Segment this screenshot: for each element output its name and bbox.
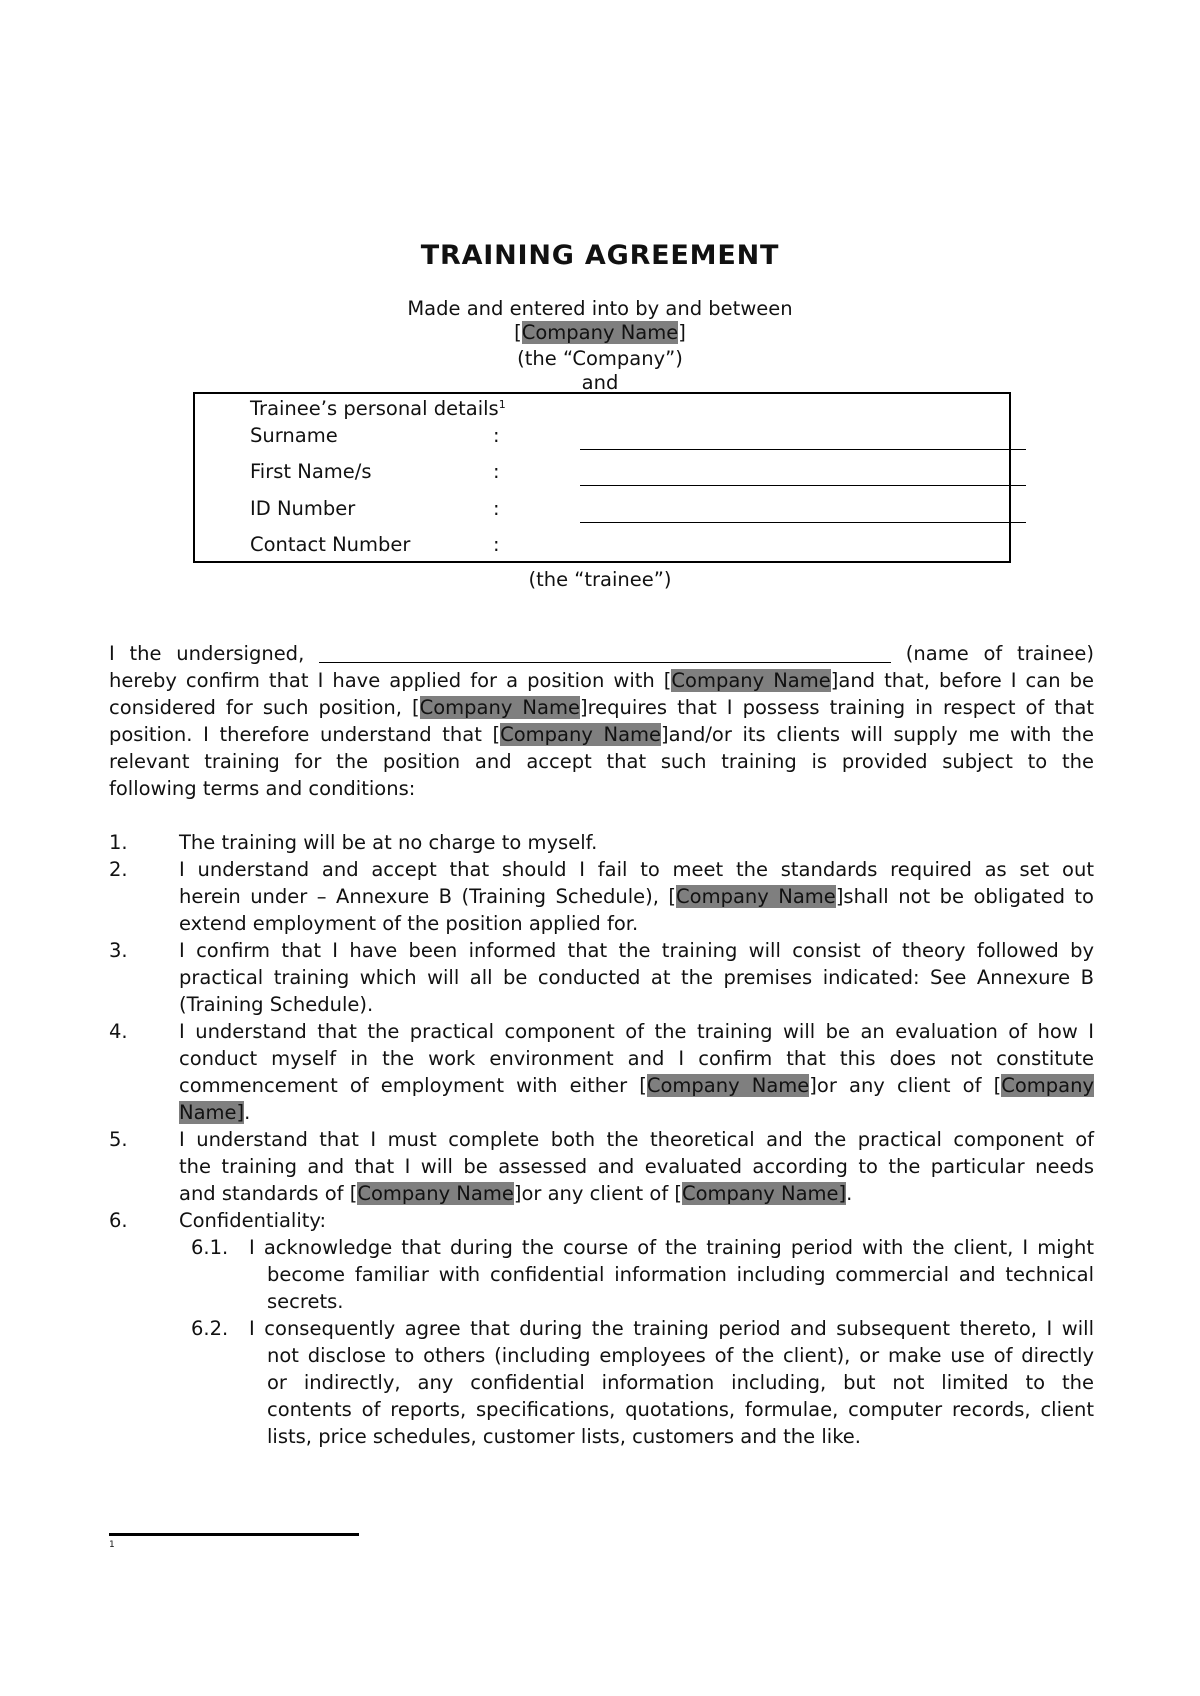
footnote-separator (109, 1533, 359, 1536)
term-number: 1. (109, 831, 128, 854)
colon: : (493, 497, 500, 520)
term-item-4 (109, 1018, 1094, 1126)
undertaking-paragraph (109, 640, 1094, 802)
term-item-5 (109, 1126, 1094, 1207)
first-names-blank-field[interactable] (580, 485, 1026, 486)
term-number: 6. (109, 1209, 128, 1232)
id-number-label: ID Number (250, 497, 356, 520)
term-line: extend employment of the position applied for. (179, 912, 639, 935)
subterm-first-line: I acknowledge that during the course of the training period with the client, I might (249, 1236, 1094, 1259)
paragraph-line: following terms and conditions: (109, 777, 416, 800)
term-line: conduct myself in the work environment and I confirm that this does not constitute (179, 1047, 1094, 1070)
subterm-line: lists, price schedules, customer lists, customers and the like. (267, 1425, 861, 1448)
term-item-6 (109, 1207, 1094, 1450)
surname-label: Surname (250, 424, 338, 447)
subterm-item-6-2 (109, 1315, 1094, 1450)
term-line: (Training Schedule). (179, 993, 374, 1016)
term-line: the training and that I will be assessed and evaluated according to the particular needs (179, 1155, 1094, 1178)
colon: : (493, 460, 500, 483)
subterm-line: or indirectly, any confidential information including, but not limited to the (267, 1371, 1094, 1394)
term-number: 2. (109, 858, 128, 881)
term-item-2 (109, 856, 1094, 937)
company-name-placeholder[interactable]: Company Name] (682, 1182, 847, 1205)
term-line: Name]. (179, 1101, 251, 1124)
paragraph-line: relevant training for the position and accept that such training is provided subject to the (109, 750, 1094, 773)
bracket-close: ] (678, 321, 686, 344)
subterm-number: 6.1. (191, 1236, 229, 1259)
term-line: I understand that the practical component of the training will be an evaluation of how I (179, 1020, 1094, 1043)
term-item-3 (109, 937, 1094, 1018)
trainee-name-blank-field[interactable] (319, 642, 891, 663)
term-line: The training will be at no charge to myself. (179, 831, 598, 854)
term-number: 4. (109, 1020, 128, 1043)
the-trainee-line: (the “trainee”) (528, 568, 672, 591)
colon: : (493, 424, 500, 447)
term-line: herein under – Annexure B (Training Schedule), [Company Name]shall not be obligated to (179, 885, 1094, 908)
and-line: and (581, 371, 619, 394)
term-line: commencement of employment with either [Company Name]or any client of [Company (179, 1074, 1094, 1097)
term-line: I understand and accept that should I fail to meet the standards required as set out (179, 858, 1094, 881)
trainee-details-box (193, 392, 1011, 563)
company-name-placeholder[interactable]: Company Name (646, 1074, 810, 1097)
term-line: Confidentiality: (179, 1209, 327, 1232)
subterm-line: not disclose to others (including employees of the client), or make use of directly (267, 1344, 1094, 1367)
company-name-placeholder[interactable]: Company Name (676, 885, 836, 908)
term-line: I understand that I must complete both the theoretical and the practical component of (179, 1128, 1094, 1151)
first-names-label: First Name/s (250, 460, 372, 483)
terms-list (109, 829, 1094, 1450)
surname-blank-field[interactable] (580, 449, 1026, 450)
paragraph-line: I the undersigned, (name of trainee) (109, 642, 1095, 665)
contact-number-label: Contact Number (250, 533, 411, 556)
subterm-line: contents of reports, specifications, quotations, formulae, computer records, client (267, 1398, 1094, 1421)
made-between-line: Made and entered into by and between (407, 297, 793, 320)
subterm-number: 6.2. (191, 1317, 229, 1340)
contact-number-row (250, 531, 1010, 559)
company-name-placeholder[interactable]: Company Name (521, 321, 679, 344)
subterm-item-6-1 (109, 1234, 1094, 1315)
document-title: TRAINING AGREEMENT (420, 240, 780, 271)
id-number-blank-field[interactable] (580, 522, 1026, 523)
paragraph-line: position. I therefore understand that [Company Name]and/or its clients will supply me with the (109, 723, 1094, 746)
term-number: 5. (109, 1128, 128, 1151)
term-line: and standards of [Company Name]or any client of [Company Name]. (179, 1182, 853, 1205)
id-number-row (250, 495, 1010, 523)
company-name-placeholder[interactable]: Company Name (500, 723, 662, 746)
footnote-mark: 1 (109, 1540, 115, 1550)
term-item-1 (109, 829, 1094, 856)
subterm-line: secrets. (267, 1290, 344, 1313)
company-name-placeholder[interactable]: Company Name (671, 669, 831, 692)
company-name-line (0, 321, 1200, 345)
bracket-open: [ (514, 321, 522, 344)
subterm-line: become familiar with confidential information including commercial and technical (267, 1263, 1094, 1286)
term-number: 3. (109, 939, 128, 962)
subterm-first-line: I consequently agree that during the training period and subsequent thereto, I will (249, 1317, 1094, 1340)
company-name-placeholder[interactable]: Company Name (357, 1182, 514, 1205)
term-line: practical training which will all be conducted at the premises indicated: See Annexure B (179, 966, 1094, 989)
company-name-placeholder[interactable]: Company (1001, 1074, 1094, 1097)
company-name-placeholder-continued[interactable]: Name] (179, 1101, 245, 1124)
first-names-row (250, 458, 1010, 486)
company-name-placeholder[interactable]: Company Name (419, 696, 580, 719)
paragraph-line: considered for such position, [Company Name]requires that I possess training in respect of that (109, 696, 1094, 719)
paragraph-line: hereby confirm that I have applied for a position with [Company Name]and that, before I can be (109, 669, 1095, 692)
footnote-reference[interactable]: 1 (498, 398, 506, 411)
surname-row (250, 422, 1010, 450)
trainee-details-heading: Trainee’s personal details$^1$ (250, 397, 506, 420)
the-company-line: (the “Company”) (517, 347, 683, 370)
term-line: I confirm that I have been informed that the training will consist of theory followed by (179, 939, 1094, 962)
colon: : (493, 533, 500, 556)
